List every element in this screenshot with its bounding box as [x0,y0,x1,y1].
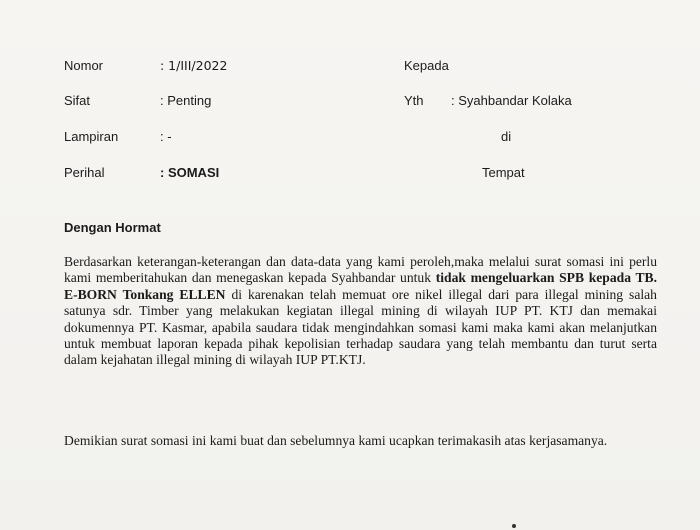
salutation: Dengan Hormat [64,220,161,235]
body-paragraph-2: Demikian surat somasi ini kami buat dan sebelumnya kami ucapkan terimakasih atas kerjasamanya. [64,433,608,448]
perihal-label: Perihal [64,165,105,180]
nomor-value: : 1/III/2022 [160,58,228,73]
perihal-value: : SOMASI [160,165,220,180]
ink-mark [512,524,516,528]
sifat-value: : Penting [160,93,212,108]
tempat-label: Tempat [482,165,525,180]
lampiran-value: : - [160,129,172,144]
lampiran-label: Lampiran [64,129,119,144]
yth-value: : Syahbandar Kolaka [451,93,572,108]
yth-label: Yth [404,93,424,108]
sifat-label: Sifat [64,93,91,108]
kepada-label: Kepada [404,58,449,73]
paragraph-1-rest: di karenakan telah memuat ore nikel illegal dari para illegal mining salah satunya sdr. Timber yang melakukan kegiatan illegal mining di wilayah IUP PT. KTJ dan memakai dokumennya PT. Kasmar, apabila saudara tidak mengindahkan somasi kami maka kami akan melanjutkan untuk membuat laporan kepada pihak kepolisian terhadap saudara yang telah membantu dan turut serta dalam kejahatan illegal mining di wilayah IUP PT.KTJ. [64,286,657,368]
body-paragraph-1 [64,254,657,369]
paragraph-1-bold: tidak mengeluarkan SPB kepada TB. E-BORN Tonkang ELLEN [64,270,657,302]
di-label: di [501,129,512,144]
paragraph-1-intro: Berdasarkan keterangan-keterangan dan data-data yang kami peroleh,maka melalui surat somasi ini perlu kami memberitahukan dan menegaskan kepada Syahbandar untuk [64,254,657,286]
nomor-label: Nomor [64,58,104,73]
